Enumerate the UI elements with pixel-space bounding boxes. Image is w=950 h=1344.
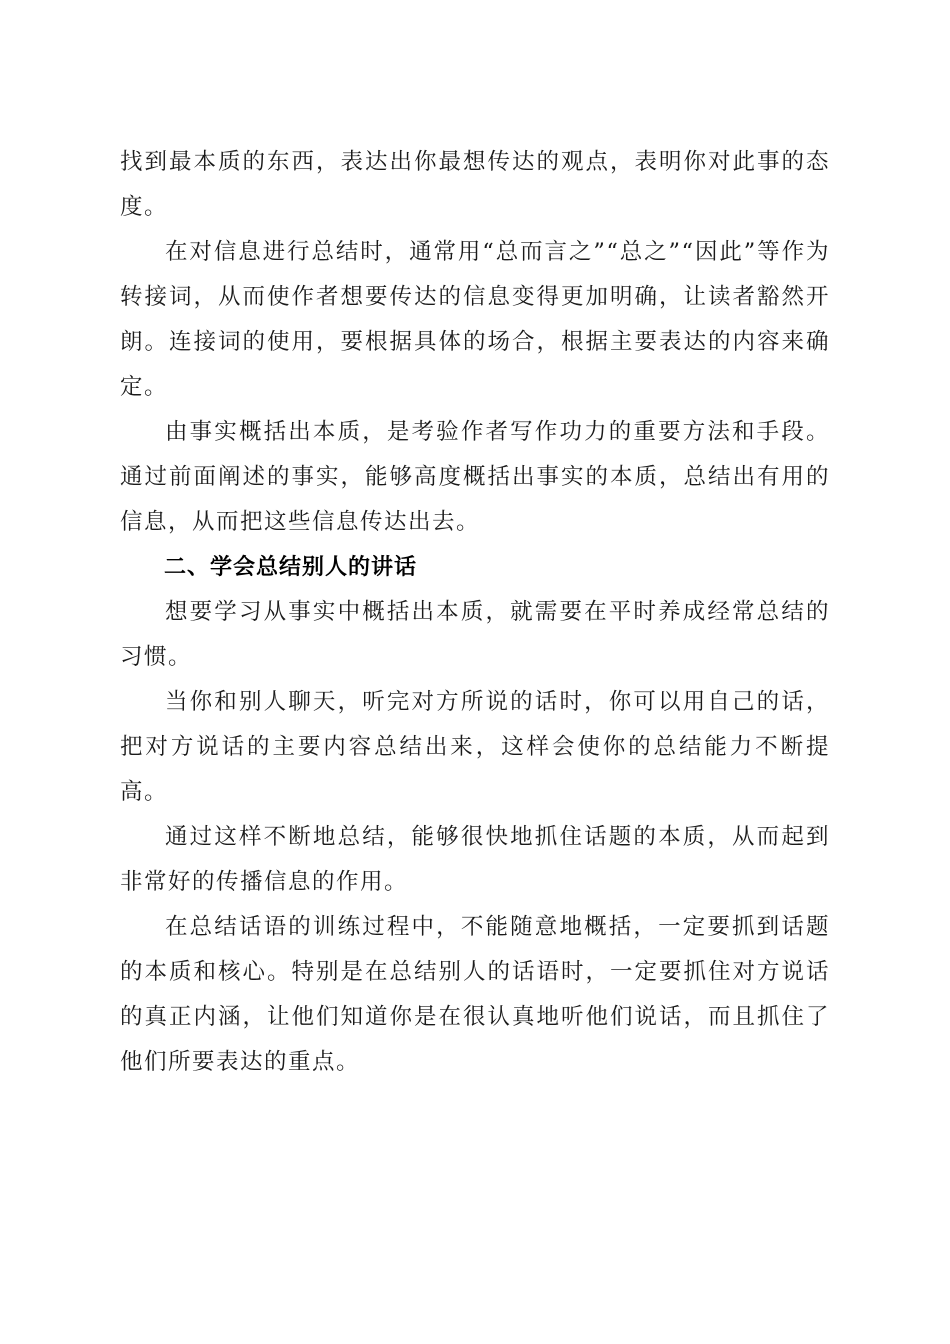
paragraph-continued: 找到最本质的东西，表达出你最想传达的观点，表明你对此事的态度。: [120, 149, 830, 220]
paragraph: 在总结话语的训练过程中，不能随意地概括，一定要抓到话题的本质和核心。特别是在总结别人的话语时，一定要抓住对方说话的真正内涵，让他们知道你是在很认真地听他们说话，而且抓住了他们所要表达的重点。: [120, 914, 830, 1075]
paragraph: 通过这样不断地总结，能够很快地抓住话题的本质，从而起到非常好的传播信息的作用。: [120, 824, 830, 895]
paragraph: 想要学习从事实中概括出本质，就需要在平时养成经常总结的习惯。: [120, 599, 830, 670]
paragraph: 由事实概括出本质，是考验作者写作功力的重要方法和手段。通过前面阐述的事实，能够高度概括出事实的本质，总结出有用的信息，从而把这些信息传达出去。: [120, 419, 830, 535]
paragraph: 在对信息进行总结时，通常用“总而言之”“总之”“因此”等作为转接词，从而使作者想要传达的信息变得更加明确，让读者豁然开朗。连接词的使用，要根据具体的场合，根据主要表达的内容来确定。: [120, 239, 830, 400]
section-heading: 二、学会总结别人的讲话: [164, 555, 418, 580]
document-body: [120, 140, 830, 1085]
paragraph: 当你和别人聊天，听完对方所说的话时，你可以用自己的话，把对方说话的主要内容总结出来，这样会使你的总结能力不断提高。: [120, 689, 830, 805]
